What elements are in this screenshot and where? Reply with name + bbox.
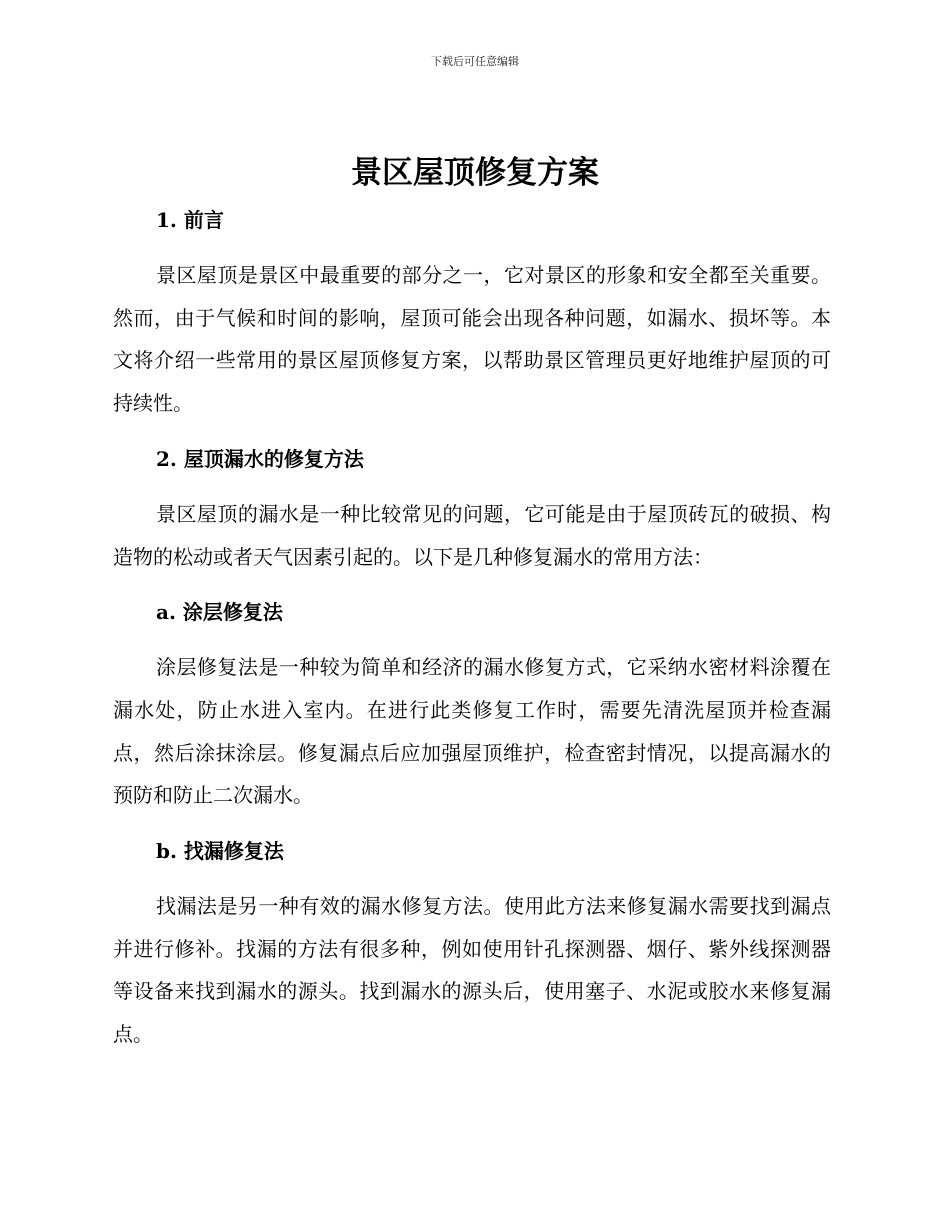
section-heading-preface: 1. 前言 bbox=[156, 208, 224, 232]
section-heading-leak-finding-method: b. 找漏修复法 bbox=[156, 839, 284, 864]
paragraph-leak-finding-method: 找漏法是另一种有效的漏水修复方法。使用此方法来修复漏水需要找到漏点并进行修补。找漏的方法有很多种，例如使用针孔探测器、烟仔、紫外线探测器等设备来找到漏水的源头。找到漏水的源头后，使用塞子、水泥或胶水来修复漏点。 bbox=[113, 894, 831, 1047]
paragraph-leak-repair: 景区屋顶的漏水是一种比较常见的问题，它可能是由于屋顶砖瓦的破损、构造物的松动或者天气因素引起的。以下是几种修复漏水的常用方法： bbox=[113, 501, 831, 569]
section-heading-coating-method: a. 涂层修复法 bbox=[156, 600, 283, 625]
document-title: 景区屋顶修复方案 bbox=[351, 155, 599, 191]
paragraph-preface: 景区屋顶是景区中最重要的部分之一，它对景区的形象和安全都至关重要。然而，由于气候和时间的影响，屋顶可能会出现各种问题，如漏水、损坏等。本文将介绍一些常用的景区屋顶修复方案，以帮助景区管理员更好地维护屋顶的可持续性。 bbox=[113, 263, 831, 416]
header-note: 下载后可任意编辑 bbox=[431, 55, 519, 68]
section-heading-leak-repair: 2. 屋顶漏水的修复方法 bbox=[156, 446, 364, 471]
paragraph-coating-method: 涂层修复法是一种较为简单和经济的漏水修复方式，它采纳水密材料涂覆在漏水处，防止水进入室内。在进行此类修复工作时，需要先清洗屋顶并检查漏点，然后涂抹涂层。修复漏点后应加强屋顶维护，检查密封情况，以提高漏水的预防和防止二次漏水。 bbox=[113, 655, 831, 808]
document-body bbox=[113, 200, 831, 1056]
